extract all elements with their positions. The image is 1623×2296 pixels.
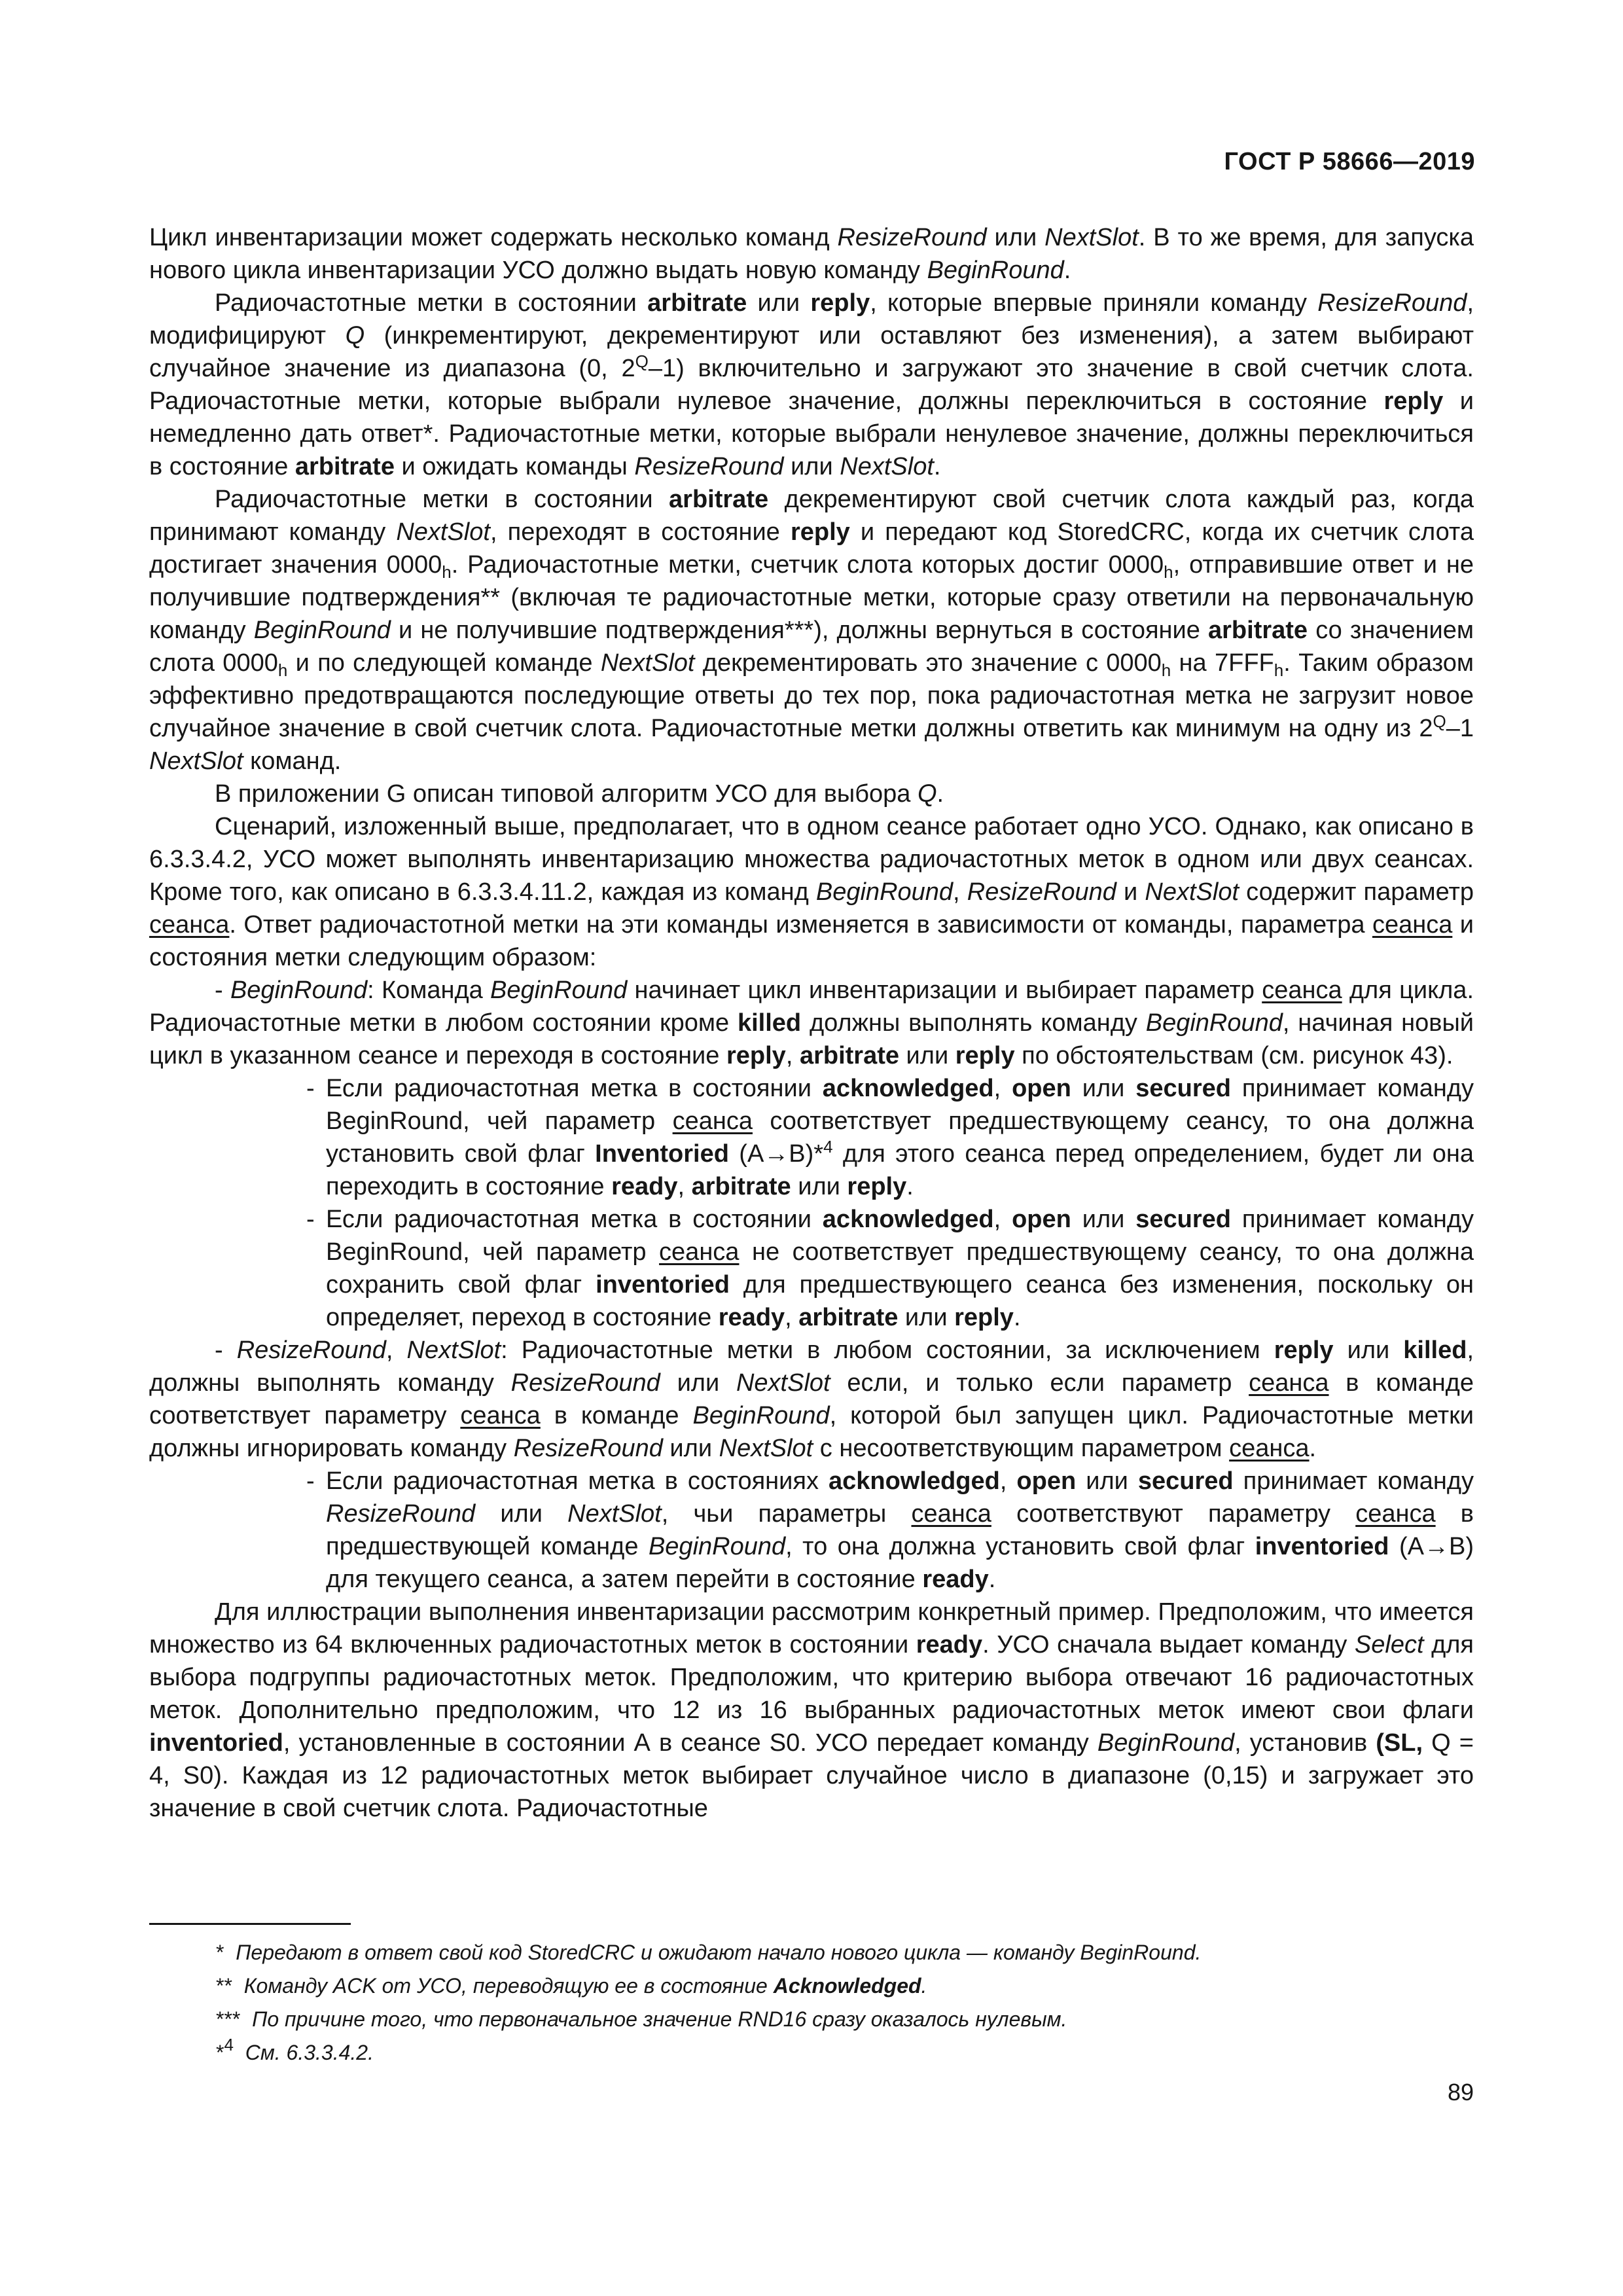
paragraph: Радиочастотные метки в состоянии arbitrate или reply, которые впервые приняли команду ResizeRound, модифицируют Q (инкрементируют, декрементируют или оставляют без изменения), а затем выбирают случайное значение из диапазона (0, $2^Q-1$) включительно и загружают это значение в свой счетчик слота. Радиочастотные метки, которые выбрали нулевое значение, должны переключиться в состояние reply и немедленно дать ответ*. Радиочастотные метки, которые выбрали ненулевое значение, должны переключиться в состояние arbitrate и ожидать команды ResizeRound или NextSlot. — [149, 289, 1474, 480]
paragraph: Сценарий, изложенный выше, предполагает, что в одном сеансе работает одно УСО. Однако, как описано в 6.3.3.4.2, УСО может выполнять инвентаризацию множества радиочастотных меток в одном или двух сеансах. Кроме того, как описано в 6.3.3.4.11.2, каждая из команд BeginRound, ResizeRound и NextSlot содержит параметр сеанса. Ответ радиочастотной метки на эти команды изменяется в зависимости от команды, параметра сеанса и состояния метки следующим образом: — [149, 813, 1474, 971]
document-header-code: ГОСТ Р 58666—2019 — [1224, 148, 1475, 175]
paragraph: Для иллюстрации выполнения инвентаризации рассмотрим конкретный пример. Предположим, что имеется множество из 64 включенных радиочастотных меток в состоянии ready. УСО сначала выдает команду Select для выбора подгруппы радиочастотных меток. Предположим, что критерию выбора отвечают 16 радиочастотных меток. Дополнительно предположим, что 12 из 16 выбранных радиочастотных меток имеют свои флаги inventoried, установленные в состоянии А в сеансе S0. УСО передает команду BeginRound, установив (SL, Q = 4, S0). Каждая из 12 радиочастотных меток выбирает случайное число в диапазоне (0,15) и загружает это значение в свой счетчик слота. Радиочастотные — [149, 1598, 1474, 1822]
footnote: * Передают в ответ свой код StoredCRC и ожидают начало нового цикла — команду BeginRound. — [216, 1941, 1202, 1964]
sub-list — [306, 1465, 1474, 1596]
footnote-separator — [149, 1923, 351, 1925]
document-body — [149, 221, 1474, 1825]
paragraph: - ResizeRound, NextSlot: Радиочастотные метки в любом состоянии, за исключением reply или killed, должны выполнять команду ResizeRound или NextSlot если, и только если параметр сеанса в команде соответствует параметру сеанса в команде BeginRound, которой был запущен цикл. Радиочастотные метки должны игнорировать команду ResizeRound или NextSlot с несоответствующим параметром сеанса. — [149, 1336, 1474, 1462]
footnote: *$^4$ См. 6.3.3.4.2. — [216, 2035, 374, 2064]
list-item: - Если радиочастотная метка в состоянии acknowledged, open или secured принимает команду BeginRound, чей параметр сеанса не соответствует предшествующему сеансу, то она должна сохранить свой флаг inventoried для предшествующего сеанса без изменения, поскольку он определяет, переход в состояние ready, arbitrate или reply. — [306, 1203, 1474, 1334]
page-number: 89 — [1447, 2079, 1474, 2106]
sub-list — [306, 1072, 1474, 1334]
list-item: - Если радиочастотная метка в состоянии acknowledged, open или secured принимает команду BeginRound, чей параметр сеанса соответствует предшествующему сеансу, то она должна установить свой флаг Inventoried (A→B)*$^4$ для этого сеанса перед определением, будет ли она переходить в состояние ready, arbitrate или reply. — [306, 1072, 1474, 1203]
footnote: *** По причине того, что первоначальное значение RND16 сразу оказалось нулевым. — [216, 2007, 1067, 2031]
list-item: - Если радиочастотная метка в состояниях acknowledged, open или secured принимает команду ResizeRound или NextSlot, чьи параметры сеанса соответствуют параметру сеанса в предшествующей команде BeginRound, то она должна установить свой флаг inventoried (A→B) для текущего сеанса, а затем перейти в состояние ready. — [306, 1465, 1474, 1596]
paragraph: Цикл инвентаризации может содержать несколько команд ResizeRound или NextSlot. В то же время, для запуска нового цикла инвентаризации УСО должно выдать новую команду BeginRound. — [149, 224, 1474, 284]
footnotes — [216, 1936, 1459, 2070]
paragraph: В приложении G описан типовой алгоритм УСО для выбора Q. — [215, 780, 944, 808]
footnote: ** Команду ACK от УСО, переводящую ее в состояние Acknowledged. — [216, 1974, 927, 1998]
paragraph: - BeginRound: Команда BeginRound начинает цикл инвентаризации и выбирает параметр сеанса для цикла. Радиочастотные метки в любом состоянии кроме killed должны выполнять команду BeginRound, начиная новый цикл в указанном сеансе и переходя в состояние reply, arbitrate или reply по обстоятельствам (см. рисунок 43). — [149, 977, 1474, 1069]
paragraph: Радиочастотные метки в состоянии arbitrate декрементируют свой счетчик слота каждый раз, когда принимают команду NextSlot, переходят в состояние reply и передают код StoredCRC, когда их счетчик слота достигает значения $0000_h$. Радиочастотные метки, счетчик слота которых достиг $0000_h$, отправившие ответ и не получившие подтверждения** (включая те радиочастотные метки, которые сразу ответили на первоначальную команду BeginRound и не получившие подтверждения***), должны вернуться в состояние arbitrate со значением слота $0000_h$ и по следующей команде NextSlot декрементировать это значение с $0000_h$ на $7FFF_h$. Таким образом эффективно предотвращаются последующие ответы до тех пор, пока радиочастотная метка не загрузит новое случайное значение в свой счетчик слота. Радиочастотные метки должны ответить как минимум на одну из $2^Q-1$ NextSlot команд. — [149, 486, 1474, 775]
